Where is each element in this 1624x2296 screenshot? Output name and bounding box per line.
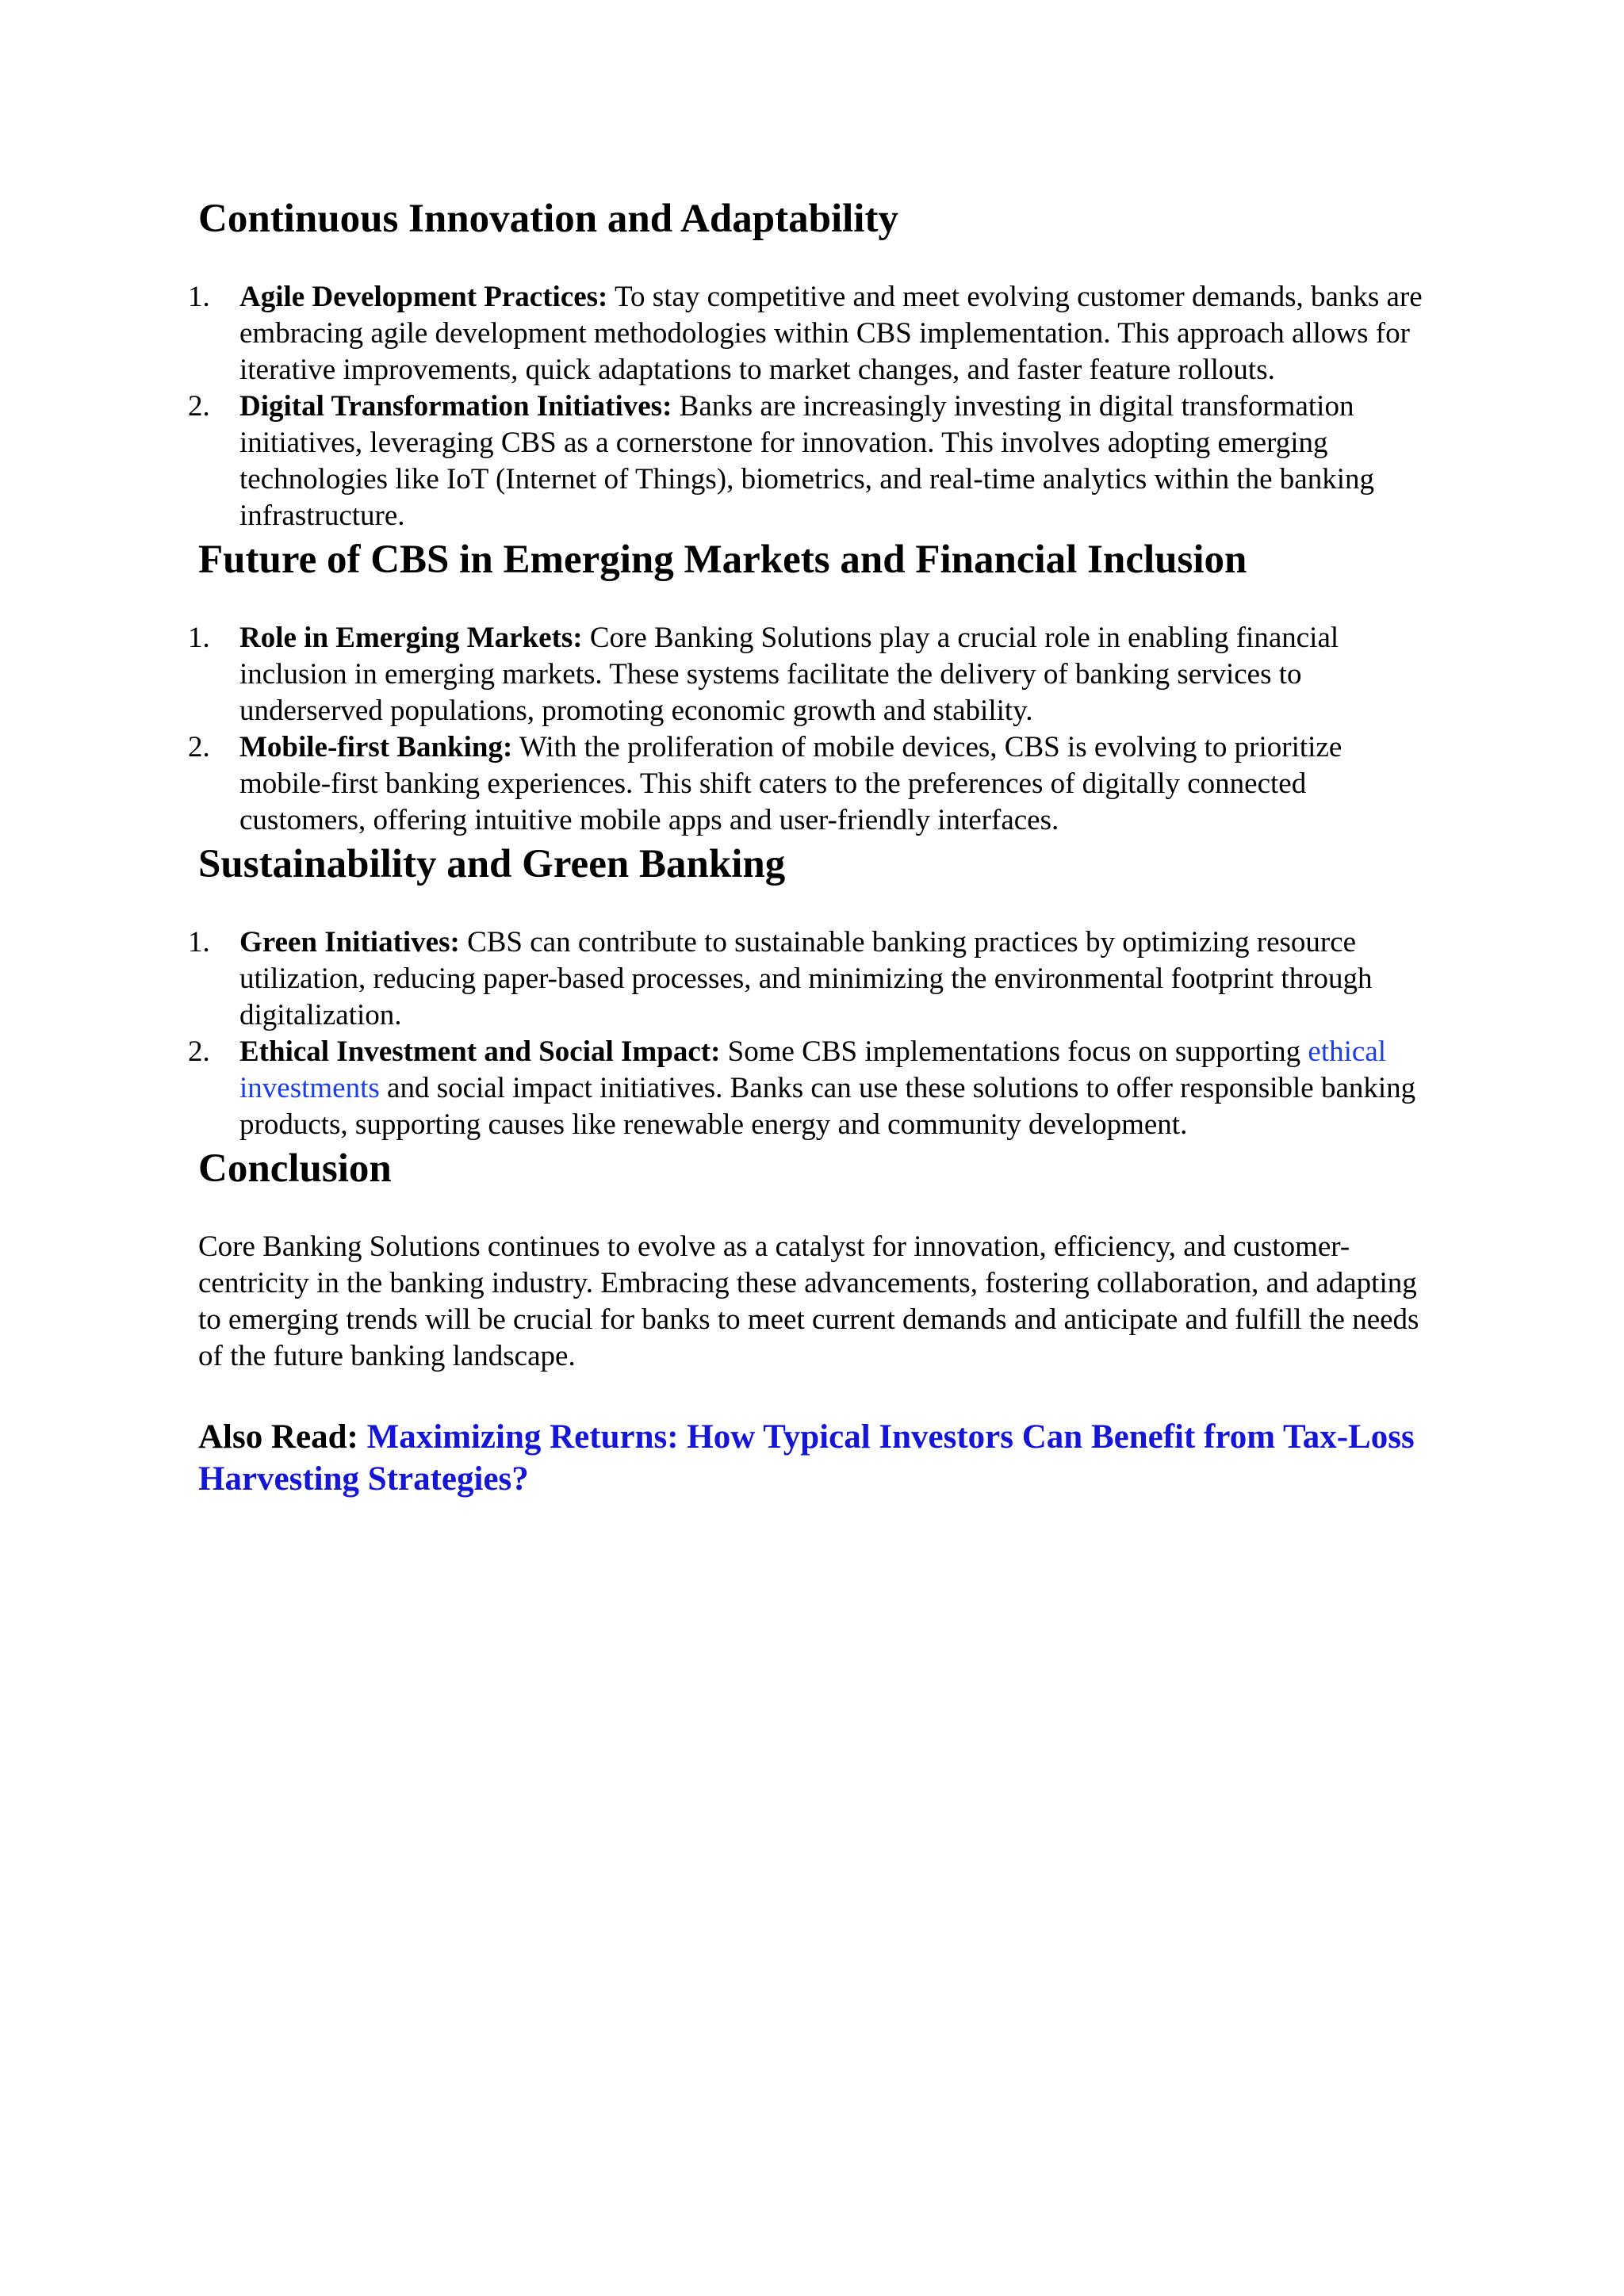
section-conclusion [198,1145,1435,1375]
section-future-of-cbs [188,536,1435,839]
list-item-number: 2. [188,1035,210,1068]
document-page [188,195,1435,1500]
list-item-text: To stay competitive and meet evolving customer demands, banks are embracing agile development methodologies within CBS implementation. This approach allows for iterative improvements, quick adaptations to market changes, and faster feature rollouts. [239,281,1423,386]
also-read-link[interactable]: Maximizing Returns: How Typical Investors Can Benefit from Tax-Loss Harvesting Strategies? [198,1418,1415,1498]
section-sustainability [188,840,1435,1143]
also-read [198,1416,1435,1500]
list-item-text: Banks are increasingly investing in digital transformation initiatives, leveraging CBS as a cornerstone for innovation. This involves adopting emerging technologies like IoT (Internet of Things), biometrics, and real-time analytics within the banking infrastructure. [239,390,1374,532]
ethical-investments-link[interactable]: ethical investments [239,1035,1387,1104]
list-item [188,620,1435,729]
list-item-text-before: Some CBS implementations focus on supporting [720,1035,1308,1068]
list-item-number: 1. [188,281,210,313]
list-item-number: 1. [188,926,210,959]
list-item [188,1034,1435,1143]
list-item-title: Agile Development Practices: [239,281,608,313]
section-continuous-innovation [188,195,1435,534]
conclusion-paragraph: Core Banking Solutions continues to evolve as a catalyst for innovation, efficiency, and customer-centricity in the banking industry. Embracing these advancements, fostering collaboration, and adapting to emerging trends will be crucial for banks to meet current demands and anticipate and fulfill the needs of the future banking landscape. [198,1230,1419,1372]
list-item [188,388,1435,534]
section-heading: Future of CBS in Emerging Markets and Financial Inclusion [198,538,1247,582]
list-item-title: Role in Emerging Markets: [239,622,583,654]
list-item [188,729,1435,839]
list-item-title: Green Initiatives: [239,926,460,959]
list-item-text: CBS can contribute to sustainable banking practices by optimizing resource utilization, reducing paper-based processes, and minimizing the environmental footprint through digitalization. [239,926,1373,1031]
list-item-title: Ethical Investment and Social Impact: [239,1035,721,1068]
numbered-list [188,279,1435,534]
list-item-title: Digital Transformation Initiatives: [239,390,672,423]
section-heading: Conclusion [198,1146,392,1191]
list-item-text: Core Banking Solutions play a crucial role in enabling financial inclusion in emerging markets. These systems facilitate the delivery of banking services to underserved populations, promoting economic growth and stability. [239,622,1339,727]
list-item-text-after: and social impact initiatives. Banks can use these solutions to offer responsible banking products, supporting causes like renewable energy and community development. [239,1072,1416,1141]
section-heading: Sustainability and Green Banking [198,842,786,886]
also-read-label: Also Read: [198,1418,358,1456]
list-item [188,279,1435,388]
section-heading: Continuous Innovation and Adaptability [198,197,898,241]
list-item [188,924,1435,1034]
list-item-number: 1. [188,622,210,654]
list-item-number: 2. [188,731,210,763]
list-item-text: With the proliferation of mobile devices, CBS is evolving to prioritize mobile-first banking experiences. This shift caters to the preferences of digitally connected customers, offering intuitive mobile apps and user-friendly interfaces. [239,731,1342,836]
list-item-number: 2. [188,390,210,423]
list-item-title: Mobile-first Banking: [239,731,513,763]
numbered-list [188,924,1435,1143]
numbered-list [188,620,1435,839]
